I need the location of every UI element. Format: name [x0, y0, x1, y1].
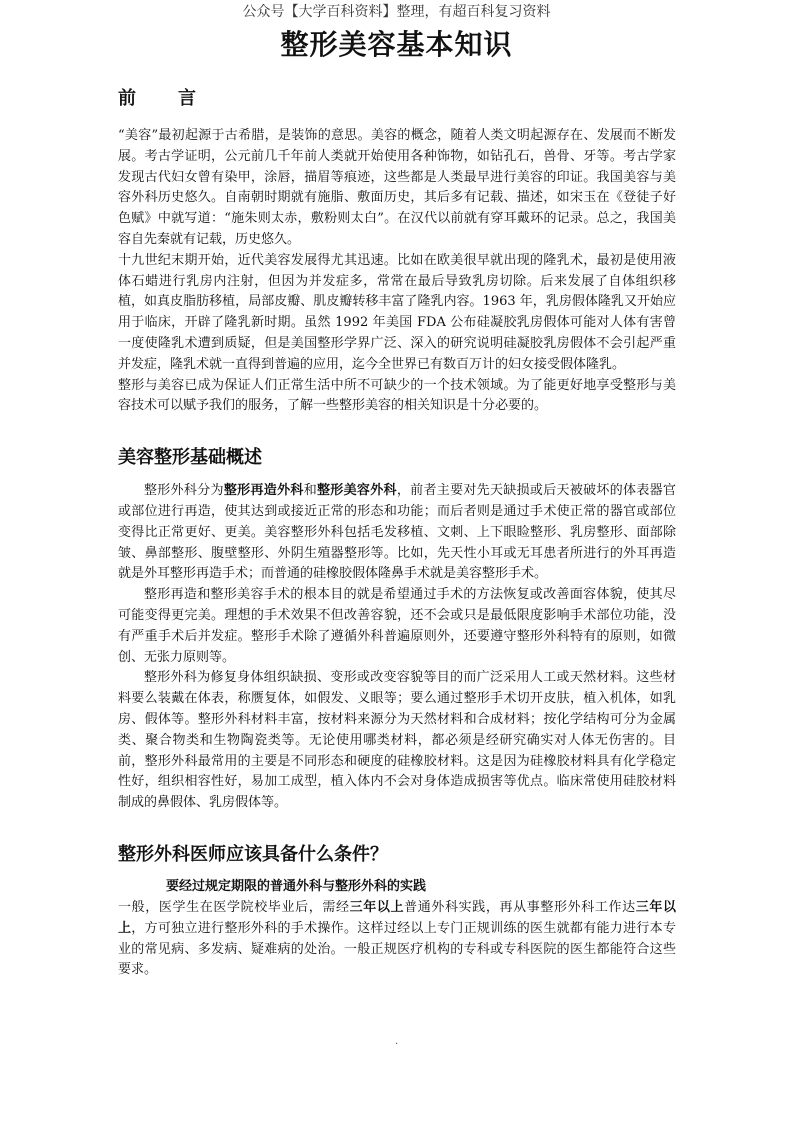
section-heading-surgeon-qualifications: 整形外科医师应该具备什么条件？: [118, 843, 388, 865]
basics-paragraph-1: [118, 481, 676, 585]
subheading-training-requirement: 要经过规定期限的普通外科与整形外科的实践: [166, 878, 427, 894]
section-heading-basics: 美容整形基础概述: [118, 447, 262, 469]
document-body: [118, 84, 676, 981]
page-marker: .: [395, 1036, 399, 1047]
page-title: 整形美容基本知识: [280, 28, 513, 61]
emphasis-three-years-general: 三年以上: [349, 899, 405, 915]
qual-text-c: ，方可独立进行整形外科的手术操作。这样过经以上专门正规训练的医生就都有能力进行本专业的常见病、多发病、疑难病的处治。一般正规医疗机构的专科或专科医院的医生都能符合这些要求。: [118, 920, 676, 978]
basics-p1-text-a: 整形外科分为: [144, 483, 224, 499]
basics-paragraph-2: 整形再造和整形美容手术的根本目的就是希望通过手术的方法恢复或改善面容体貌，使其尽可能变得更完美。理想的手术效果不但改善容貌，还不会或只是最低限度影响手术部位功能，没有严重手术后并发症。整形手术除了遵循外科普遍原则外，还要遵守整形外科特有的原则，如微创、无张力原则等。: [118, 587, 676, 665]
qualifications-paragraph: [118, 898, 676, 981]
preface-paragraph-3: 整形与美容已成为保证人们正常生活中所不可缺少的一个技术领域。为了能更好地享受整形与美容技术可以赋予我们的服务，了解一些整形美容的相关知识是十分必要的。: [118, 377, 676, 414]
basics-p1-text-c: ，前者主要对先天缺损或后天被破坏的体表器官或部位进行再造，使其达到或接近正常的形态和功能；而后者则是通过手术使正常的器官或部位变得比正常更好、更美。美容整形外科包括毛发移植、文刺、上下眼睑整形、乳房整形、面部除皱、鼻部整形、腹壁整形、外阴生殖器整形等。比如，先天性小耳或无耳患者所进行的外耳再造就是外耳整形再造手术；而普通的硅橡胶假体隆鼻手术就是美容整形手术。: [118, 483, 676, 582]
preface-heading-char-1: 前: [118, 88, 136, 109]
preface-heading: [118, 84, 676, 114]
preface-paragraph-2: 十九世纪末期开始，近代美容发展得尤其迅速。比如在欧美很早就出现的隆乳术，最初是使用液体石蜡进行乳房内注射，但因为并发症多，常常在最后导致乳房切除。后来发展了自体组织移植，如真皮脂肪移植，局部皮瓣、肌皮瓣转移丰富了隆乳内容。1963 年，乳房假体隆乳又开始应用于临床，开辟了隆乳新时期。虽然 1992 年美国 FDA 公布硅凝胶乳房假体可能对人体有害曾一度使隆乳术遭到质疑，但是美国整形学界广泛、深入的研究说明硅凝胶乳房假体不会引起严重并发症，隆乳术就一直得到普遍的应用，迄今全世界已有数百万计的妇女接受假体隆乳。: [118, 252, 676, 372]
qual-text-a: 一般，医学生在医学院校毕业后，需经: [118, 899, 350, 915]
basics-p1-text-b: 和: [303, 483, 317, 499]
term-cosmetic-surgery: 整形美容外科: [317, 483, 397, 499]
emphasis-three-years-plastic: 三年以上: [118, 899, 676, 936]
basics-paragraph-3: 整形外科为修复身体组织缺损、变形或改变容貌等目的而广泛采用人工或天然材料。这些材料要么装戴在体表，称赝复体，如假发、义眼等；要么通过整形手术切开皮肤，植入机体，如乳房、假体等。整形外科材料丰富，按材料来源分为天然材料和合成材料；按化学结构可分为金属类、聚合物类和生物陶瓷类等。无论使用哪类材料，都必须是经研究确实对人体无伤害的。目前，整形外科最常用的主要是不同形态和硬度的硅橡胶材料。这是因为硅橡胶材料具有化学稳定性好，组织相容性好，易加工成型，植入体内不会对身体造成损害等优点。临床常使用硅胶材料制成的鼻假体、乳房假体等。: [118, 670, 676, 811]
preface-heading-char-2: 言: [178, 88, 196, 109]
qual-text-b: 普通外科实践，再从事整形外科工作达: [404, 899, 636, 915]
term-reconstructive-surgery: 整形再造外科: [223, 483, 304, 499]
preface-paragraph-1: “美容”最初起源于古希腊，是装饰的意思。美容的概念，随着人类文明起源存在、发展而不断发展。考古学证明，公元前几千年前人类就开始使用各种饰物，如钻孔石，兽骨、牙等。考古学家发现古代妇女曾有染甲，涂唇，描眉等痕迹，这些都是人类最早进行美容的印证。我国美容与美容外科历史悠久。自南朝时期就有施脂、敷面历史，其后多有记载、描述，如宋玉在《登徒子好色赋》中就写道：“施朱则太赤，敷粉则太白”。在汉代以前就有穿耳戴环的记录。总之，我国美容自先秦就有记载，历史悠久。: [118, 128, 676, 247]
header-note: 公众号【大学百科资料】整理，有超百科复习资料: [242, 4, 551, 20]
